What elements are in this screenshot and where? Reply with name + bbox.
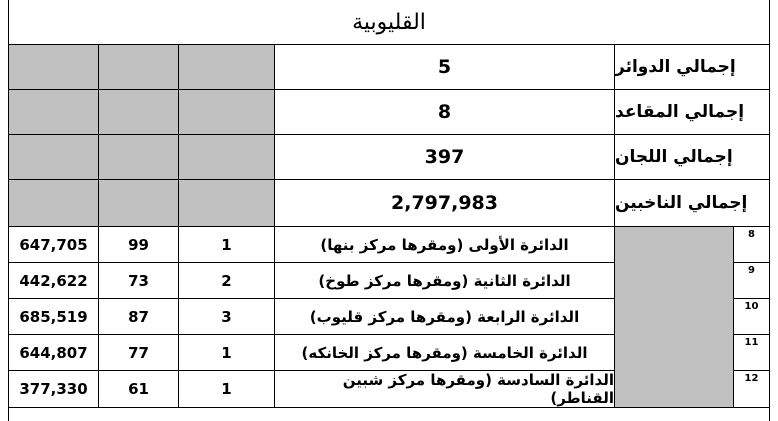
district-committees: 87 (98, 298, 179, 335)
total-value: 2,797,983 (274, 179, 615, 227)
totals-blank-cell (8, 134, 99, 180)
district-voters: 685,519 (8, 298, 99, 335)
district-merged-shade (614, 226, 734, 408)
district-name: الدائرة الأولى (ومقرها مركز بنها) (274, 226, 615, 263)
total-value: 397 (274, 134, 615, 180)
district-committees: 73 (98, 262, 179, 299)
district-seats: 1 (178, 334, 275, 371)
district-index: 12 (733, 370, 770, 408)
district-index: 8 (733, 226, 770, 263)
totals-blank-cell (98, 179, 179, 227)
district-name: الدائرة السادسة (ومقرها مركز شبين القناطر) (274, 370, 615, 408)
district-voters: 442,622 (8, 262, 99, 299)
totals-blank-cell (178, 179, 275, 227)
table-footer-strip (8, 407, 770, 421)
total-label: إجمالي المقاعد (614, 89, 770, 135)
district-seats: 1 (178, 370, 275, 408)
district-seats: 2 (178, 262, 275, 299)
governorate-title: القليوبية (8, 0, 770, 45)
totals-blank-cell (8, 89, 99, 135)
total-value: 5 (274, 44, 615, 90)
district-index: 11 (733, 334, 770, 371)
totals-blank-cell (8, 179, 99, 227)
district-seats: 1 (178, 226, 275, 263)
totals-blank-cell (98, 134, 179, 180)
total-value: 8 (274, 89, 615, 135)
district-committees: 99 (98, 226, 179, 263)
district-committees: 77 (98, 334, 179, 371)
district-name: الدائرة الثانية (ومقرها مركز طوخ) (274, 262, 615, 299)
totals-blank-cell (98, 44, 179, 90)
district-voters: 644,807 (8, 334, 99, 371)
district-name: الدائرة الخامسة (ومقرها مركز الخانكه) (274, 334, 615, 371)
total-label: إجمالي الدوائر (614, 44, 770, 90)
totals-blank-cell (98, 89, 179, 135)
district-voters: 647,705 (8, 226, 99, 263)
total-label: إجمالي اللجان (614, 134, 770, 180)
district-index: 10 (733, 298, 770, 335)
district-seats: 3 (178, 298, 275, 335)
district-name: الدائرة الرابعة (ومقرها مركز قليوب) (274, 298, 615, 335)
total-label: إجمالي الناخبين (614, 179, 770, 227)
totals-blank-cell (178, 44, 275, 90)
totals-blank-cell (178, 134, 275, 180)
district-committees: 61 (98, 370, 179, 408)
totals-blank-cell (178, 89, 275, 135)
totals-blank-cell (8, 44, 99, 90)
district-voters: 377,330 (8, 370, 99, 408)
district-index: 9 (733, 262, 770, 299)
